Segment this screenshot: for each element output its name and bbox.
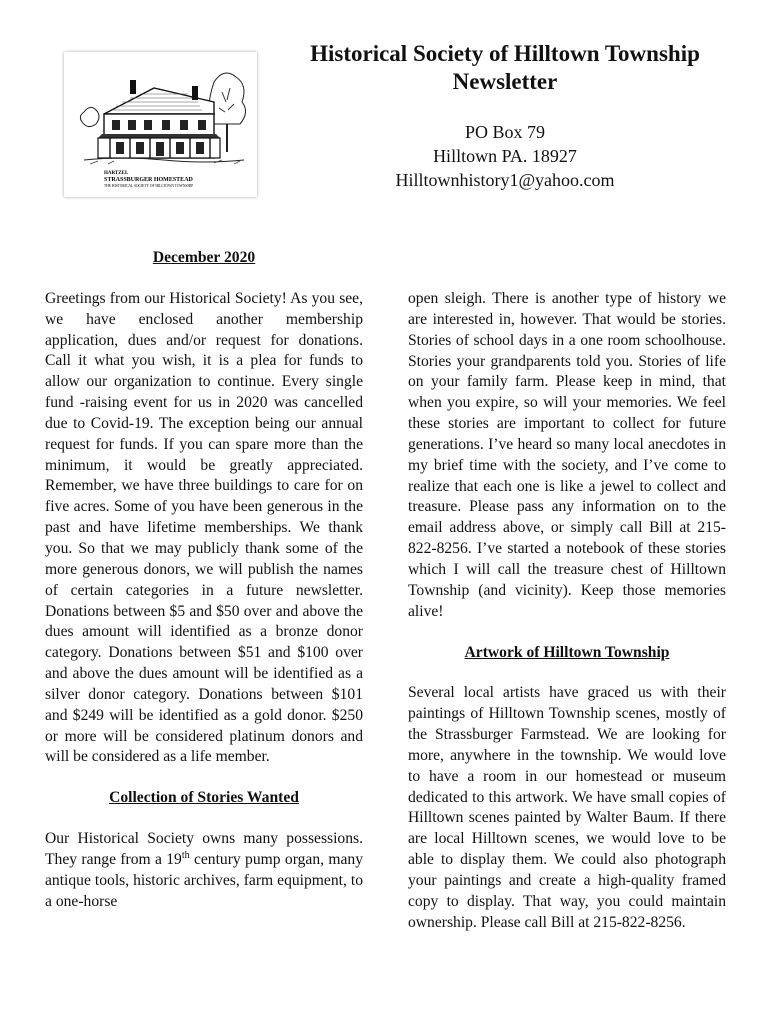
- email-address: Hilltownhistory1@yahoo.com: [395, 170, 615, 190]
- mailing-address: [270, 120, 740, 192]
- city-state-zip: Hilltown PA. 18927: [433, 146, 577, 166]
- po-box: PO Box 79: [464, 122, 545, 142]
- greeting-paragraph: Greetings from our Historical Society! As you see, we have enclosed another membership application, dues and/or request for donations. Call it what you wish, it is a plea for funds to allow our organization to continue. Every single fund -raising event for us in 2020 was cancelled due to Covid-19. The exception being our annual request for funds. If you can spare more than the minimum, it would be greatly appreciated. Remember, we have three buildings to care for on five acres. Some of you have been generous in the past and have lifetime memberships. We thank you. So that we may publicly thank some of the more generous donors, we will publish the names of certain categories in a future newsletter. Donations between $5 and $50 over and above the dues amount will identified as a bronze donor category. Donations between $51 and $100 over and above the dues amount will be identified as a silver donor category. Donations between $101 and $249 will be identified as a gold donor. $250 or more will be considered platinum donors and will be considered as a life member.: [45, 289, 363, 766]
- right-column: [408, 289, 726, 933]
- title-line-2: Newsletter: [452, 69, 558, 94]
- stories-continued-paragraph: open sleigh. There is another type of history we are interested in, however. That would be stories. Stories of school days in a one room schoolhouse. Stories your grandparents told you. Stories of life on your family farm. Please keep in mind, that when you expire, so will your memories. We feel these stories are important to collect for future generations. I’ve heard so many local anecdotes in my brief time with the society, and I’ve come to realize that each one is like a jewel to collect and treasure. Please pass any information on to the email address above, or simply call Bill at 215-822-8256. I’ve started a notebook of these stories which I will call the treasure chest of Hilltown Township (and vicinity). Keep those memories alive!: [408, 290, 726, 620]
- title-line-1: Historical Society of Hilltown Township: [310, 41, 700, 66]
- masthead: [270, 40, 740, 192]
- artwork-paragraph: Several local artists have graced us with their paintings of Hilltown Township scenes, mostly of the Strassburger Farmstead. We are looking for more, anywhere in the township. We would love to have a room in our homestead or museum dedicated to this artwork. We have small copies of Hilltown scenes painted by Walter Baum. If there are local Hilltown scenes, we would love to be able to display them. We could also photograph your paintings and create a high-quality framed copy to display. That way, you could maintain ownership. Please call Bill at 215-822-8256.: [408, 684, 726, 931]
- artwork-heading: Artwork of Hilltown Township: [464, 643, 670, 661]
- date-heading: December 2020: [152, 249, 256, 266]
- left-column: [45, 248, 363, 912]
- stories-text-2: century pump organ, many antique tools, historic archives, farm equipment, to a one-horse: [45, 850, 364, 910]
- svg-text:HARTZEL: HARTZEL: [104, 171, 129, 176]
- stories-text-1: Our Historical Society owns many possessions. They range from a 19: [45, 830, 363, 868]
- newsletter-title: [270, 40, 740, 96]
- homestead-drawing: [64, 52, 257, 197]
- ordinal-suffix: th: [181, 849, 190, 861]
- svg-text:THE HISTORICAL SOCIETY OF HILL: THE HISTORICAL SOCIETY OF HILLTOWN TOWNSHIP: [104, 184, 194, 188]
- homestead-logo: [64, 52, 257, 197]
- svg-text:STRASSBURGER HOMESTEAD: STRASSBURGER HOMESTEAD: [104, 177, 193, 183]
- stories-heading: Collection of Stories Wanted: [109, 789, 299, 807]
- stories-paragraph: [45, 829, 363, 912]
